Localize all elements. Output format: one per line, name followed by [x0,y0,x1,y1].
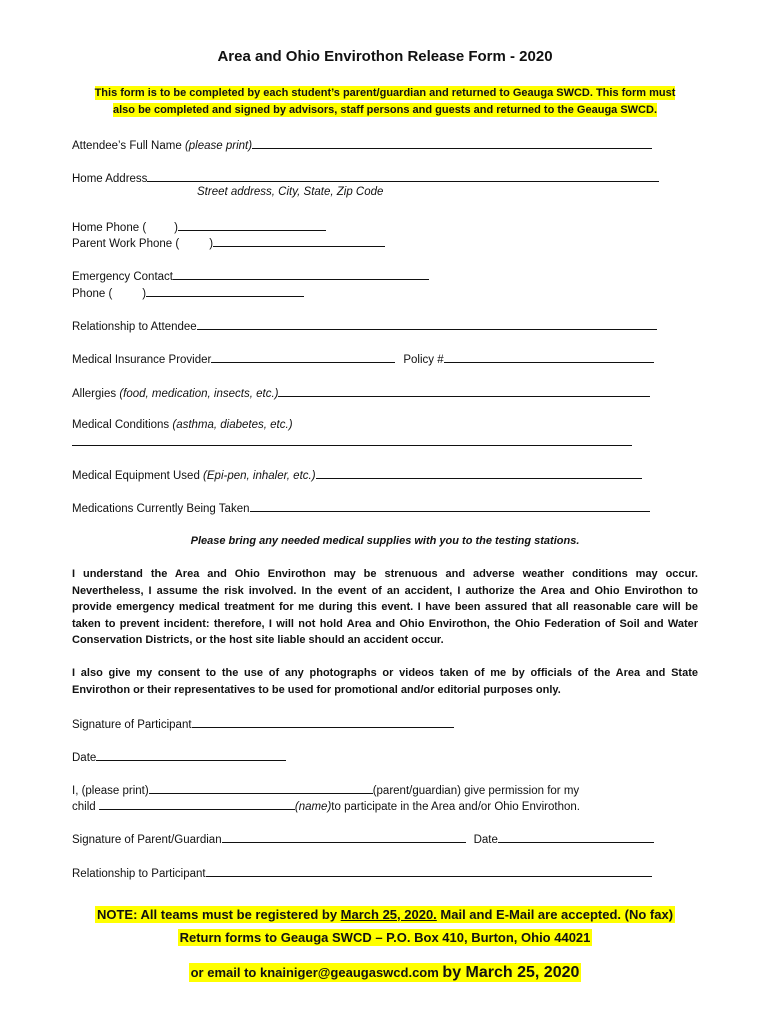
email-deadline: by March 25, 2020 [442,964,580,981]
registration-note [0,907,770,922]
home-phone-row [72,219,326,235]
emergency-contact-label: Emergency Contact [72,271,173,283]
permission-prefix: I, (please print) [72,785,149,797]
parent-name-field[interactable] [149,782,373,794]
supplies-note: Please bring any needed medical supplies with you to the testing stations. [190,535,580,547]
medical-equipment-field[interactable] [316,467,642,479]
waiver-paragraph: I understand the Area and Ohio Envirothon may be strenuous and adverse weather conditions may occur. Nevertheless, I assume the risk involved. In the event of an accident, I authorize the Area and Ohio Envirothon to provide emergency medical treatment for me during this event. I have been assured that all reasonable care will be taken to prevent incident: therefore, I will not hold Area and Ohio Envirothon, the Ohio Federation of Soil and Water Conservation Districts, or the host site liable should an accident occur. [72,568,698,646]
participant-signature-row [72,716,454,732]
work-phone-paren: ) [209,238,214,250]
child-row [72,798,580,814]
parent-date-label: Date [473,834,498,846]
medical-insurance-field[interactable] [211,351,395,363]
full-name-hint: (please print) [184,140,253,152]
medical-insurance-label: Medical Insurance Provider [72,354,212,366]
medical-conditions-label: Medical Conditions [72,419,173,431]
home-phone-field[interactable] [178,219,326,231]
relationship-label: Relationship to Attendee [72,321,197,333]
emergency-contact-field[interactable] [173,268,429,280]
full-name-label: Attendee’s Full Name [72,140,185,152]
home-phone-area-field[interactable] [146,220,174,231]
intro-line-2: also be completed and signed by advisors, staff persons and guests and returned to the Geauga SWCD. [113,104,657,116]
medical-conditions-field[interactable] [72,434,632,446]
relationship-row [72,318,657,334]
participant-date-field[interactable] [96,749,286,761]
full-name-field[interactable] [252,137,652,149]
full-name-row [72,137,652,153]
parent-signature-label: Signature of Parent/Guardian [72,834,222,846]
allergies-hint: (food, medication, insects, etc.) [119,388,279,400]
parent-date-field[interactable] [498,831,654,843]
emergency-phone-paren: ) [142,288,147,300]
child-label: child [72,801,99,813]
permission-suffix: (parent/guardian) give permission for my [372,785,580,797]
home-address-row [72,170,659,186]
parent-signature-field[interactable] [222,831,466,843]
note-prefix: NOTE: All teams must be registered by [96,907,341,922]
emergency-phone-label: Phone ( [72,288,113,300]
intro-line-1: This form is to be completed by each student’s parent/guardian and returned to Geauga SWCD. This form must [94,87,676,99]
permission-row [72,782,579,798]
form-title: Area and Ohio Envirothon Release Form - 2020 [217,48,553,65]
child-name-hint: (name) [294,801,332,813]
emergency-phone-row [72,285,304,301]
email-note [0,964,770,982]
insurance-row [72,351,654,367]
allergies-field[interactable] [278,385,650,397]
parent-work-phone-label: Parent Work Phone ( [72,238,180,250]
relationship-participant-row [72,865,652,881]
return-note [0,930,770,945]
work-phone-area-field[interactable] [179,236,209,247]
medical-equipment-hint: (Epi-pen, inhaler, etc.) [203,470,316,482]
home-address-label: Home Address [72,173,148,185]
medical-conditions-row [72,418,293,432]
note-suffix: Mail and E-Mail are accepted. (No fax) [436,907,674,922]
child-name-field[interactable] [99,798,295,810]
home-phone-paren: ) [174,222,178,234]
medications-row [72,500,650,516]
medications-field[interactable] [250,500,650,512]
emergency-contact-row [72,268,429,284]
relationship-participant-label: Relationship to Participant [72,868,206,880]
medical-conditions-hint: (asthma, diabetes, etc.) [172,419,293,431]
consent-paragraph: I also give my consent to the use of any photographs or videos taken of me by officials of the Area and State Envirothon or their representatives to be used for promotional and/or editorial purposes only. [72,667,698,696]
allergies-label: Allergies [72,388,120,400]
emergency-phone-field[interactable] [146,285,304,297]
note-date: March 25, 2020. [340,907,437,922]
parent-work-phone-row [72,235,385,251]
parent-work-phone-field[interactable] [213,235,385,247]
medical-equipment-label: Medical Equipment Used [72,470,204,482]
policy-label: Policy # [403,354,444,366]
home-address-field[interactable] [147,170,659,182]
child-suffix: to participate in the Area and/or Ohio Envirothon. [331,801,580,813]
address-hint: Street address, City, State, Zip Code [197,186,384,198]
parent-signature-row [72,831,654,847]
emergency-phone-area-field[interactable] [112,286,142,297]
intro-instructions [72,85,698,119]
home-phone-label: Home Phone ( [72,222,147,234]
email-prefix: or email to knainiger@geaugaswcd.com [190,965,443,980]
policy-field[interactable] [444,351,654,363]
participant-date-label: Date [72,752,97,764]
allergies-row [72,385,650,401]
return-line: Return forms to Geauga SWCD – P.O. Box 410, Burton, Ohio 44021 [179,930,591,945]
medications-label: Medications Currently Being Taken [72,503,250,515]
participant-signature-field[interactable] [192,716,454,728]
participant-signature-label: Signature of Participant [72,719,192,731]
relationship-participant-field[interactable] [206,865,652,877]
participant-date-row [72,749,286,765]
medical-equipment-row [72,467,642,483]
relationship-field[interactable] [197,318,657,330]
